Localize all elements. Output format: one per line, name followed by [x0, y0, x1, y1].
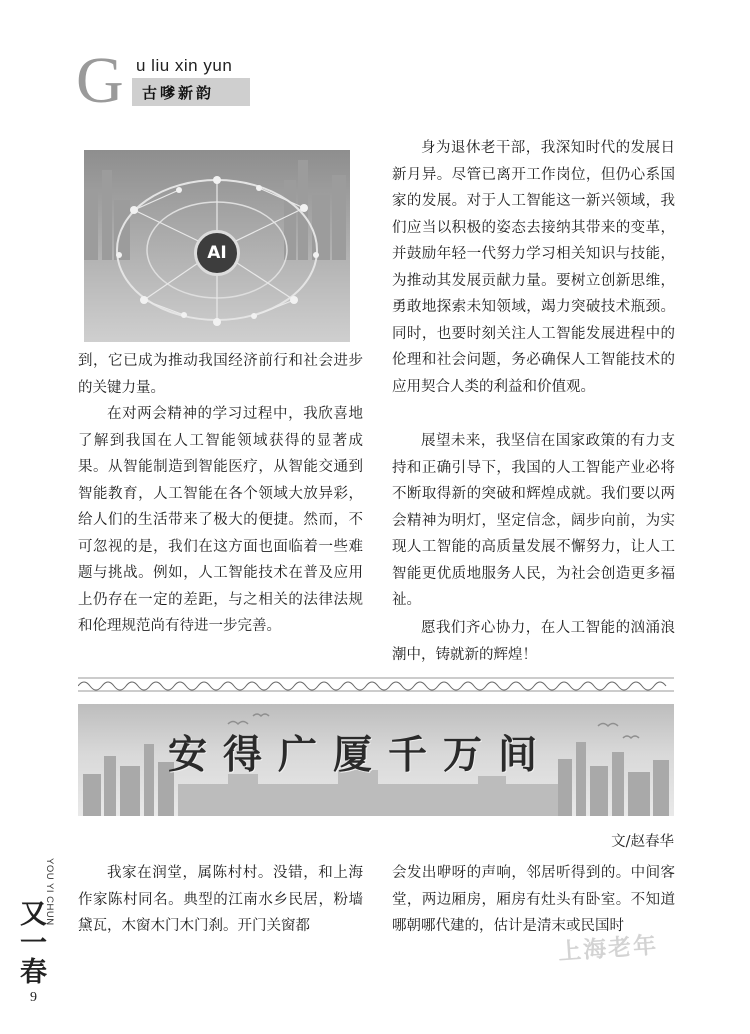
article1-left-paragraph-1: 到，它已成为推动我国经济前行和社会进步的关键力量。 [78, 353, 363, 396]
ai-badge: AI [194, 230, 240, 276]
article1-right-paragraph-3: 愿我们齐心协力，在人工智能的汹涌浪潮中，铸就新的辉煌！ [392, 620, 675, 663]
article2-left-paragraph-1: 我家在润堂，属陈村村。没错，和上海作家陈村同名。典型的江南水乡民居，粉墙黛瓦，木窗木门木门刹。开门关窗都 [78, 865, 363, 934]
article1-left-paragraph-2: 在对两会精神的学习过程中，我欣喜地了解到我国在人工智能领域获得的显著成果。从智能制造到智能医疗，从智能交通到智能教育，人工智能在各个领域大放异彩，给人们的生活带来了极大的便捷。然而，不可忽视的是，我们在这方面也面临着一些难题与挑战。例如，人工智能技术在普及应用上仍存在一定的差距，与之相关的法律法规和伦理规范尚有待进一步完善。 [78, 406, 363, 634]
header-initial-letter: G [76, 44, 124, 117]
page-number: 9 [30, 990, 37, 1005]
article2-banner [78, 704, 674, 816]
ai-brain-illustration [84, 150, 350, 342]
article1-right-paragraph-2: 展望未来，我坚信在国家政策的有力支持和正确引导下，我国的人工智能产业必将不断取得新的突破和辉煌成就。我们要以两会精神为明灯，坚定信念，阔步向前，为实现人工智能的高质量发展不懈努力，让人工智能更优质地服务人民，为社会创造更多福祉。 [392, 433, 675, 608]
wave-divider [78, 676, 674, 692]
article1-right-paragraph-1: 身为退休老干部，我深知时代的发展日新月异。尽管已离开工作岗位，但仍心系国家的发展。对于人工智能这一新兴领域，我们应当以积极的姿态去接纳其带来的变革，并鼓励年轻一代努力学习相关知识与技能，为推动其发展贡献力量。要树立创新思维，勇敢地探索未知领域，竭力突破技术瓶颈。同时，也要时刻关注人工智能发展进程中的伦理和社会问题，务必确保人工智能技术的应用契合人类的利益和价值观。 [392, 140, 675, 395]
magazine-name-chinese: 又一春 [20, 899, 47, 988]
header-pinyin: u liu xin yun [136, 56, 233, 75]
column-title: 古嗲新韵 [132, 78, 250, 106]
article2-title: 安得广厦千万间 [168, 733, 554, 778]
article2-right-paragraph-1: 会发出咿呀的声响，邻居听得到的。中间客堂，两边厢房，厢房有灶头有卧室。不知道哪朝哪代建的，估计是清末或民国时 [392, 865, 675, 934]
magazine-name-latin: YOU YI CHUN [44, 858, 55, 926]
watermark: 上海老年 [557, 932, 659, 966]
article2-author: 文/赵春华 [611, 834, 674, 850]
column-header [70, 40, 270, 117]
